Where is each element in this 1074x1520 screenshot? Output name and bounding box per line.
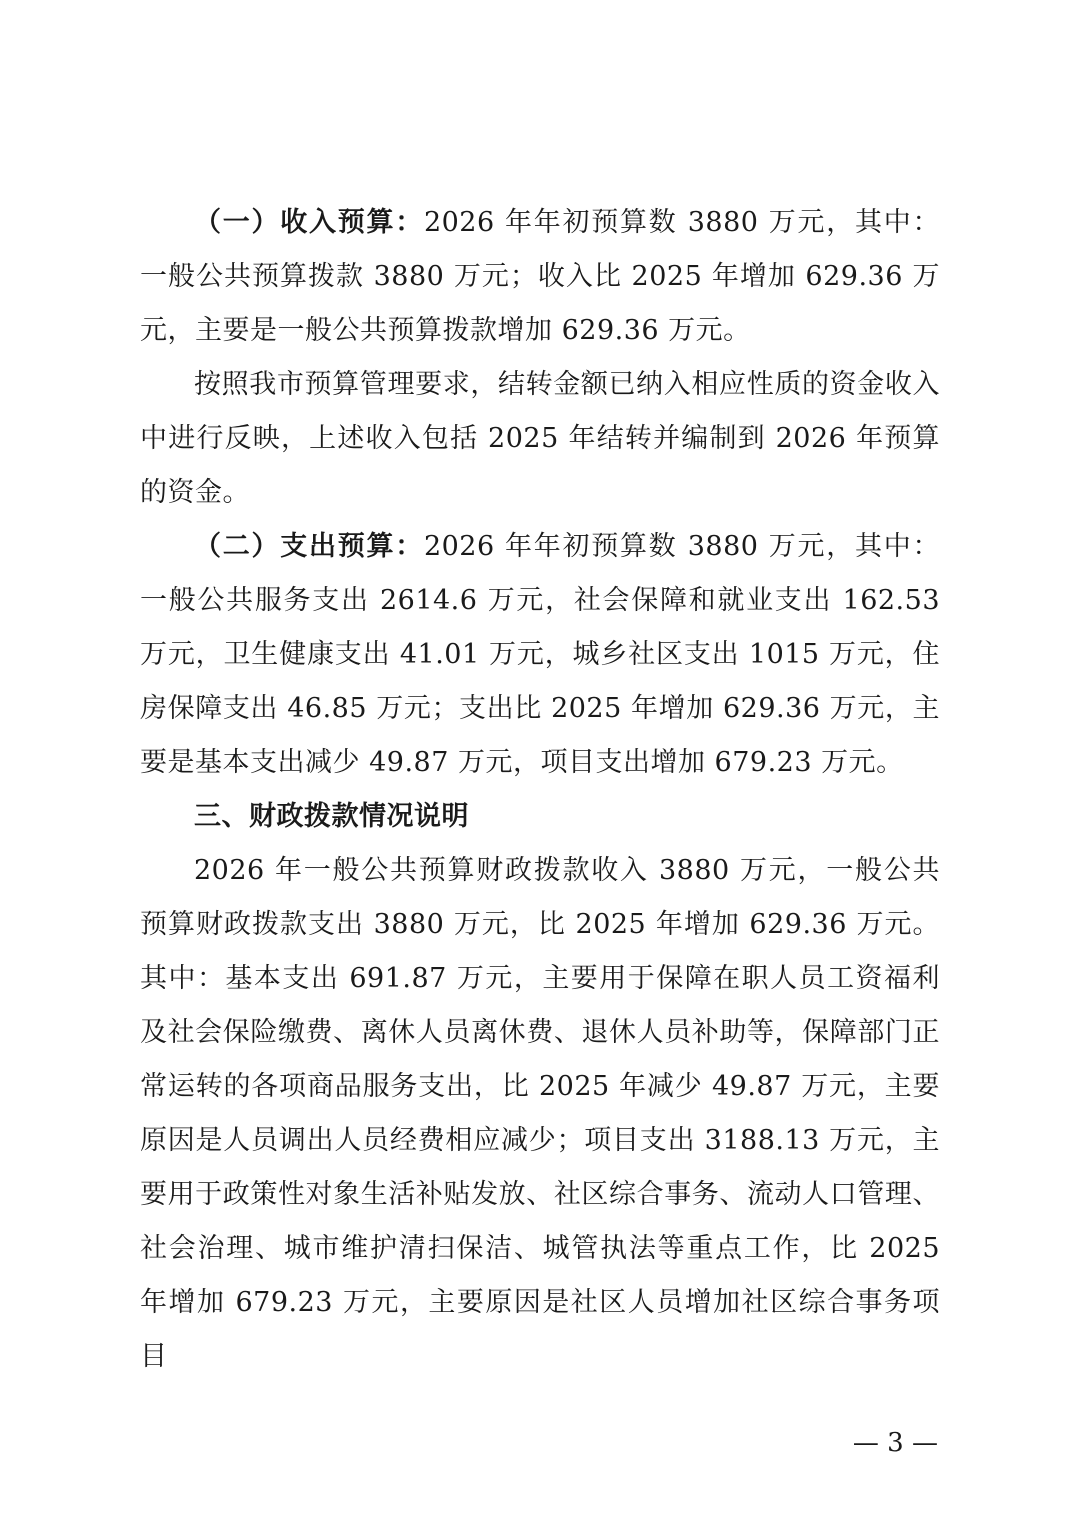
income-budget-paragraph bbox=[140, 196, 940, 358]
expense-budget-paragraph bbox=[140, 520, 940, 790]
fiscal-appropriation-paragraph: 2026 年一般公共预算财政拨款收入 3880 万元，一般公共预算财政拨款支出 3880 万元，比 2025 年增加 629.36 万元。其中：基本支出 691.87 万元，主要用于保障在职人员工资福利及社会保险缴费、离休人员离休费、退休人员补助等，保障部门正常运转的各项商品服务支出，比 2025 年减少 49.87 万元，主要原因是人员调出人员经费相应减少；项目支出 3188.13 万元，主要用于政策性对象生活补贴发放、社区综合事务、流动人口管理、社会治理、城市维护清扫保洁、城管执法等重点工作，比 2025 年增加 679.23 万元，主要原因是社区人员增加社区综合事务项目 bbox=[140, 855, 940, 1372]
expense-budget-text: 2026 年年初预算数 3880 万元，其中：一般公共服务支出 2614.6 万元，社会保障和就业支出 162.53 万元，卫生健康支出 41.01 万元，城乡社区支出 1015 万元，住房保障支出 46.85 万元；支出比 2025 年增加 629.36 万元，主要是基本支出减少 49.87 万元，项目支出增加 679.23 万元。 bbox=[140, 531, 940, 778]
expense-budget-lead: （二）支出预算： bbox=[194, 531, 424, 562]
section-heading-fiscal-appropriation: 三、财政拨款情况说明 bbox=[194, 801, 469, 832]
income-budget-text: 2026 年年初预算数 3880 万元，其中：一般公共预算拨款 3880 万元；收入比 2025 年增加 629.36 万元，主要是一般公共预算拨款增加 629.36 万元。 bbox=[140, 207, 940, 346]
document-body bbox=[140, 196, 940, 1384]
carryover-note-paragraph: 按照我市预算管理要求，结转金额已纳入相应性质的资金收入中进行反映，上述收入包括 2025 年结转并编制到 2026 年预算的资金。 bbox=[140, 369, 940, 508]
income-budget-lead: （一）收入预算： bbox=[194, 207, 424, 238]
page-number: — 3 — bbox=[852, 1428, 938, 1458]
